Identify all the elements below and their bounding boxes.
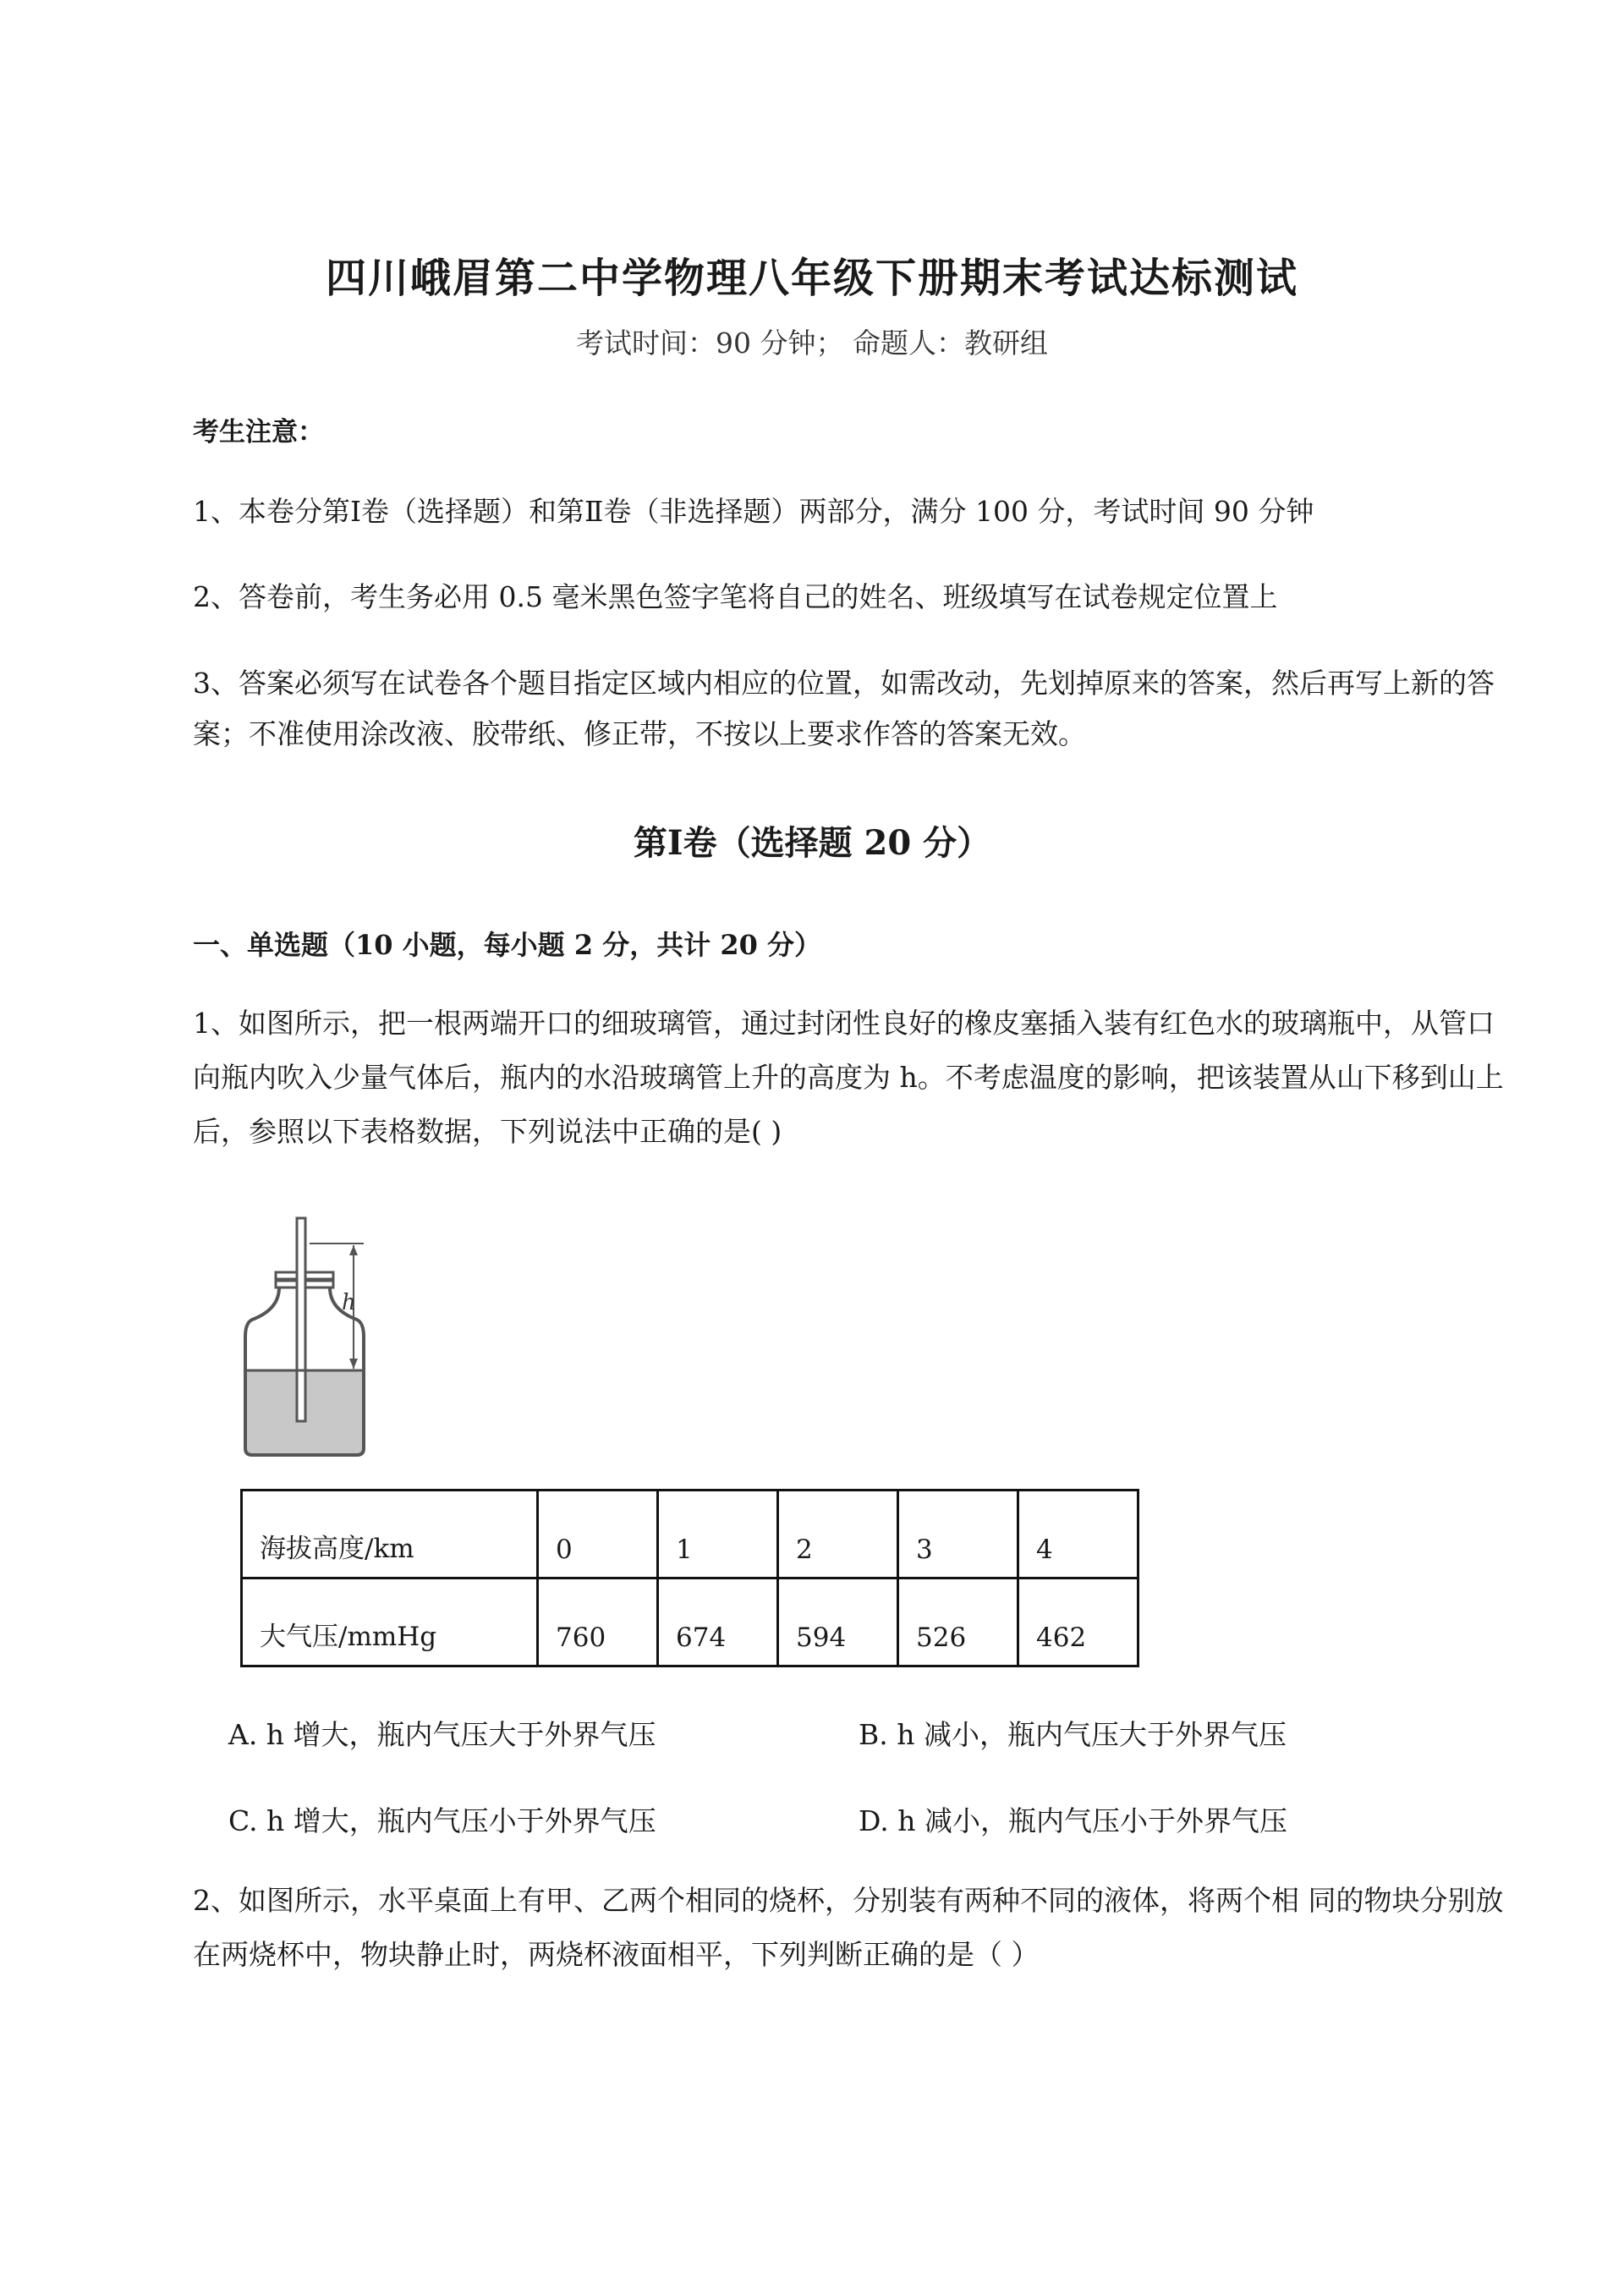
notice-heading: 考生注意： (193, 417, 324, 447)
page-title: 四川峨眉第二中学物理八年级下册期末考试达标测试 (325, 255, 1298, 302)
question-2-text: 2、如图所示，水平桌面上有甲、乙两个相同的烧杯，分别装有两种不同的液体，将两个相 同的物块分别放在两烧杯中，物块静止时，两烧杯液面相平，下列判断正确的是（ ） (193, 1884, 1504, 1971)
notice-item: 2、答卷前，考生务必用 0.5 毫米黑色签字笔将自己的姓名、班级填写在试卷规定位置上 (193, 580, 1278, 613)
table-cell: 3 (898, 1491, 1018, 1578)
table-cell: 4 (1018, 1491, 1138, 1578)
table-cell: 674 (658, 1578, 778, 1666)
option-c: C. h 增大，瓶内气压小于外界气压 (228, 1804, 656, 1837)
notice-item: 1、本卷分第Ⅰ卷（选择题）和第Ⅱ卷（非选择题）两部分，满分 100 分，考试时间 90 分钟 (193, 495, 1314, 528)
table-header-cell: 海拔高度/km (242, 1491, 538, 1578)
table-row (242, 1578, 1138, 1666)
bottle-apparatus-figure (228, 1210, 381, 1463)
table-cell: 594 (778, 1578, 898, 1666)
section-title: 第Ⅰ卷（选择题 20 分） (633, 823, 991, 863)
option-a: A. h 增大，瓶内气压大于外界气压 (228, 1718, 656, 1751)
table-cell: 526 (898, 1578, 1018, 1666)
table-cell: 2 (778, 1491, 898, 1578)
question-type-heading: 一、单选题（10 小题，每小题 2 分，共计 20 分） (193, 929, 822, 961)
option-d: D. h 减小，瓶内气压小于外界气压 (859, 1804, 1288, 1837)
table-cell: 1 (658, 1491, 778, 1578)
height-label: h (342, 1290, 356, 1315)
table-header-cell: 大气压/mmHg (242, 1578, 538, 1666)
table-row (242, 1491, 1138, 1578)
altitude-pressure-table (240, 1489, 1139, 1667)
option-b: B. h 减小，瓶内气压大于外界气压 (859, 1718, 1287, 1751)
exam-info: 考试时间：90 分钟； 命题人：教研组 (576, 327, 1048, 360)
table-cell: 760 (538, 1578, 658, 1666)
question-1-text: 1、如图所示，把一根两端开口的细玻璃管，通过封闭性良好的橡皮塞插入装有红色水的玻璃瓶中，从管口向瓶内吹入少量气体后，瓶内的水沿玻璃管上升的高度为 h。不考虑温度的影响，把该装置从山下移到山上后，参照以下表格数据，下列说法中正确的是( ) (193, 1007, 1504, 1148)
notice-item: 3、答案必须写在试卷各个题目指定区域内相应的位置，如需改动，先划掉原来的答案，然后再写上新的答案；不准使用涂改液、胶带纸、修正带，不按以上要求作答的答案无效。 (193, 667, 1495, 750)
table-cell: 0 (538, 1491, 658, 1578)
table-cell: 462 (1018, 1578, 1138, 1666)
